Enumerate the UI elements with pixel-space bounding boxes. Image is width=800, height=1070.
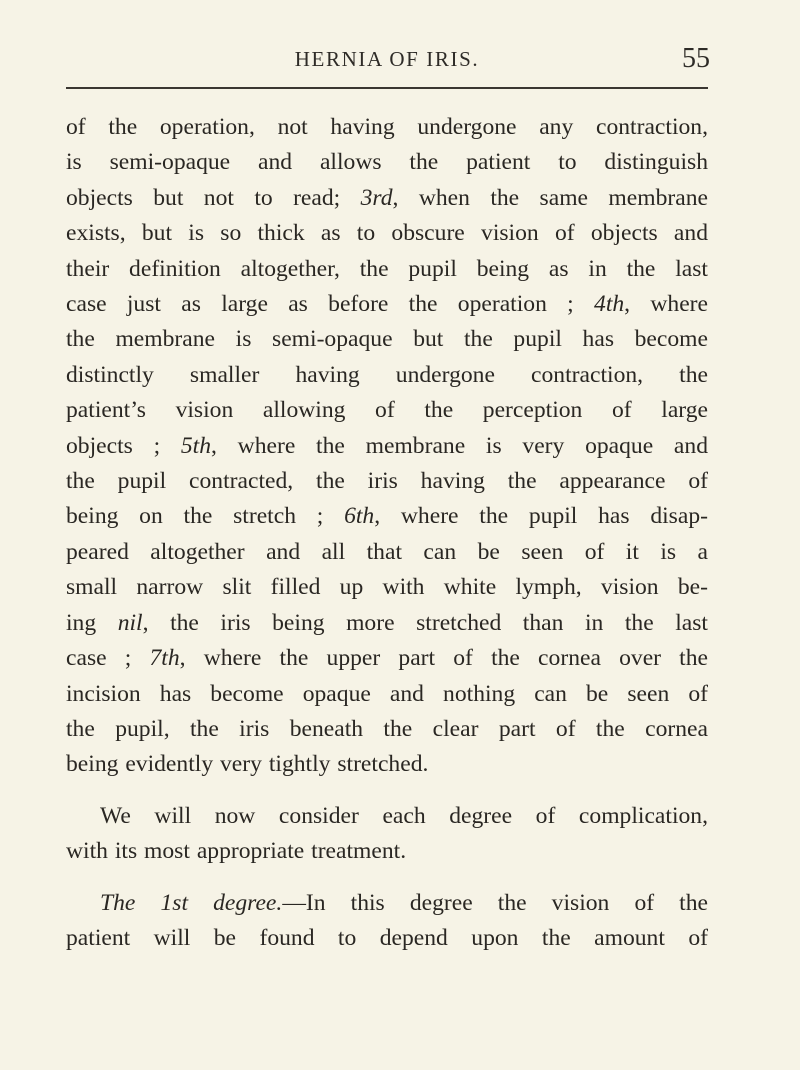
ordinal-italic: 4th [594, 291, 625, 318]
ordinal-italic: 7th [149, 645, 180, 672]
paragraph-consider [66, 799, 708, 870]
text-line: the pupil contracted, the iris having the appearance of [66, 468, 708, 495]
text-line: being on the stretch ; 6th, where the pupil has disap- [66, 503, 708, 530]
ordinal-italic: 5th [180, 432, 212, 459]
running-head-title: HERNIA OF IRIS. [294, 47, 480, 71]
text-line: peared altogether and all that can be seen of it is a [66, 538, 708, 565]
text-line: the membrane is semi-opaque but the pupil has become [66, 326, 708, 353]
text-line: their definition altogether, the pupil being as in the last [66, 255, 708, 282]
italic-word: nil [117, 609, 143, 636]
text-line: is semi-opaque and allows the patient to distinguish [66, 149, 708, 176]
paragraph-first-degree [66, 886, 708, 957]
page-number: 55 [682, 43, 710, 74]
text-line: objects but not to read; 3rd, when the same membrane [66, 184, 708, 211]
text-line: patient will be found to depend upon the amount of [66, 924, 708, 951]
paragraph-gap [66, 783, 708, 799]
body-text [66, 110, 708, 956]
ordinal-italic: 3rd [360, 184, 393, 211]
text-line: the pupil, the iris beneath the clear part of the cornea [66, 715, 708, 742]
text-line: of the operation, not having undergone any contraction, [66, 114, 708, 140]
ordinal-italic: 6th [344, 503, 375, 530]
text-line: being evidently very tightly stretched. [66, 751, 429, 778]
text-line: case just as large as before the operation ; 4th, where [66, 291, 708, 318]
text-line: exists, but is so thick as to obscure vision of objects and [66, 220, 708, 247]
header-rule [66, 87, 708, 89]
text-line: We will now consider each degree of complication, [100, 802, 708, 829]
text-line: with its most appropriate treatment. [66, 838, 407, 865]
paragraph-continued [66, 110, 708, 783]
text-line: incision has become opaque and nothing can be seen of [66, 680, 708, 707]
paragraph-gap [66, 870, 708, 886]
text-line: small narrow slit filled up with white lymph, vision be- [66, 574, 708, 601]
running-head [66, 43, 710, 77]
section-heading-italic: The 1st degree. [100, 889, 283, 916]
text-line: objects ; 5th, where the membrane is very opaque and [66, 432, 709, 459]
text-line: The 1st degree.—In this degree the vision of the [100, 889, 709, 916]
text-line: ing nil, the iris being more stretched than in the last [66, 609, 708, 636]
text-line: case ; 7th, where the upper part of the cornea over the [66, 645, 709, 672]
text-line: patient’s vision allowing of the perception of large [66, 397, 708, 424]
text-line: distinctly smaller having undergone contraction, the [66, 361, 708, 388]
